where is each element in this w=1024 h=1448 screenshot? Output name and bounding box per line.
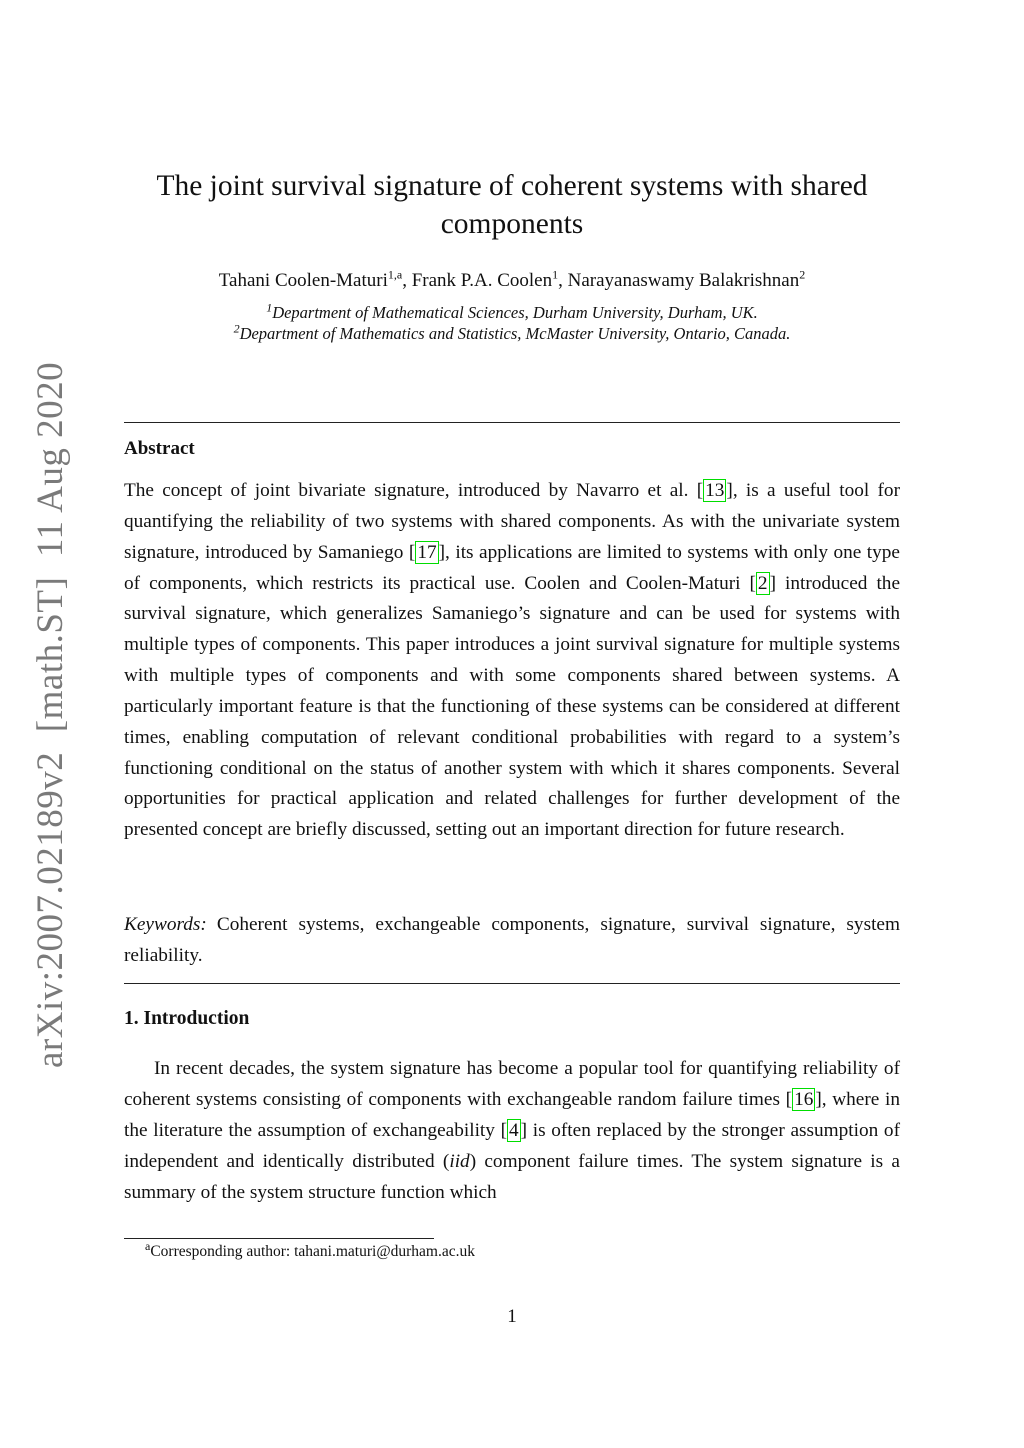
author-name: Narayanaswamy Balakrishnan [567, 270, 800, 291]
section-heading: 1. Introduction [124, 1008, 250, 1029]
abstract-segment: , its applications are limited to systems with only one type of components, which restricts its practical use. Coolen and Coolen-Maturi [124, 541, 900, 594]
author-name: Frank P.A. Coolen [411, 270, 553, 291]
author-affiliation-mark: 1,a [387, 267, 403, 282]
intro-segment: , where in the literature the assumption of exchangeability [124, 1089, 901, 1141]
citation-link[interactable]: 13 [705, 480, 725, 501]
abstract-text: The concept of joint bivariate signature, introduced by Navarro et al. [ 13 ], is a useful tool for quantifying the reliability of two systems with shared components. As with the univariate system signature, introduced by Samaniego [ 17 ], its applications are limited to systems with only one type of components, which restricts its practical use. Coolen and Coolen-Maturi [ 2 ] introduced the survival signature, which generalizes Samaniego’s signature and can be used for systems with multiple types of components. This paper introduces a joint survival signature for multiple systems with multiple types of components and with some components shared between systems. A particularly important feature is that the functioning of these systems can be considered at different times, enabling computation of relevant conditional probabilities with regard to a system’s functioning conditional on the status of another system with which it shares components. Several opportunities for practical application and related challenges for further development of the presented concept are briefly discussed, setting out an important direction for future research. [124, 480, 901, 841]
affiliation [124, 323, 900, 345]
footnote [145, 1238, 475, 1262]
intro-segment: In recent decades, the system signature has become a popular tool for quantifying reliability of coherent systems consisting of components with exchangeable random failure times [124, 1058, 900, 1110]
keywords-text: Coherent systems, exchangeable components, signature, survival signature, system reliability. [124, 914, 900, 966]
abstract-segment: introduced the survival signature, which generalizes Samaniego’s signature and can be used for systems with multiple types of components. This paper introduces a joint survival signature for multiple systems with multiple types of components and with some components shared between systems. A particularly important feature is that the functioning of these systems can be considered at different times, enabling computation of relevant conditional probabilities with regard to a system’s functioning conditional on the status of another system with which it shares components. Several opportunities for practical application and related challenges for further development of the presented concept are briefly discussed, setting out an important direction for future research. [124, 572, 901, 841]
citation-link[interactable]: 4 [509, 1120, 519, 1141]
page-number: 1 [507, 1306, 517, 1327]
author-separator: , [558, 270, 568, 291]
affiliation [124, 302, 900, 324]
affiliation-mark: 2 [233, 321, 240, 336]
affiliation-text: Department of Mathematics and Statistics, McMaster University, Ontario, Canada. [239, 324, 791, 343]
keywords [124, 909, 900, 971]
arxiv-stamp [0, 0, 90, 1448]
author-list [124, 268, 900, 294]
citation-link[interactable]: 16 [794, 1089, 814, 1110]
introduction-text: In recent decades, the system signature has become a popular tool for quantifying reliability of coherent systems consisting of components with exchangeable random failure times [ 16 ], where in the literature the assumption of exchangeability [ 4 ] is often replaced by the stronger assumption of independent and identically distributed (iid) component failure times. The system signature is a summary of the system structure function which [124, 1058, 901, 1203]
abstract-segment: , is a useful tool for quantifying the reliability of two systems with shared components. As with the univariate system signature, introduced by Samaniego [124, 480, 900, 563]
intro-segment: ) component failure times. The system signature is a summary of the system structure function which [124, 1151, 900, 1203]
affiliation-mark: 1 [266, 300, 273, 315]
abstract-top-rule [124, 422, 900, 423]
abstract-heading: Abstract [124, 438, 195, 459]
footnote-text: Corresponding author: tahani.maturi@durham.ac.uk [150, 1243, 475, 1260]
author-name: Tahani Coolen-Maturi [218, 270, 388, 291]
author-affiliation-mark: 1 [552, 267, 559, 282]
citation-link[interactable]: 2 [757, 572, 768, 594]
author-affiliation-mark: 2 [799, 267, 806, 282]
abstract-bottom-rule [124, 983, 900, 984]
citation-link[interactable]: 17 [417, 541, 437, 563]
abstract-segment: The concept of joint bivariate signature, introduced by Navarro et al. [124, 480, 697, 501]
footnote-rule [124, 1238, 434, 1239]
keywords-label: Keywords: [124, 914, 207, 935]
intro-emphasis: iid [449, 1151, 470, 1172]
intro-segment: is often replaced by the stronger assumption of independent and identically distributed ( [124, 1120, 900, 1172]
footnote-mark: a [145, 1238, 151, 1253]
paper-title: The joint survival signature of coherent systems with shared components [156, 170, 868, 240]
arxiv-identifier: arXiv:2007.02189v2 [math.ST] 11 Aug 2020 [30, 361, 71, 1068]
author-separator: , [402, 270, 412, 291]
affiliation-text: Department of Mathematical Sciences, Durham University, Durham, UK. [272, 303, 758, 322]
